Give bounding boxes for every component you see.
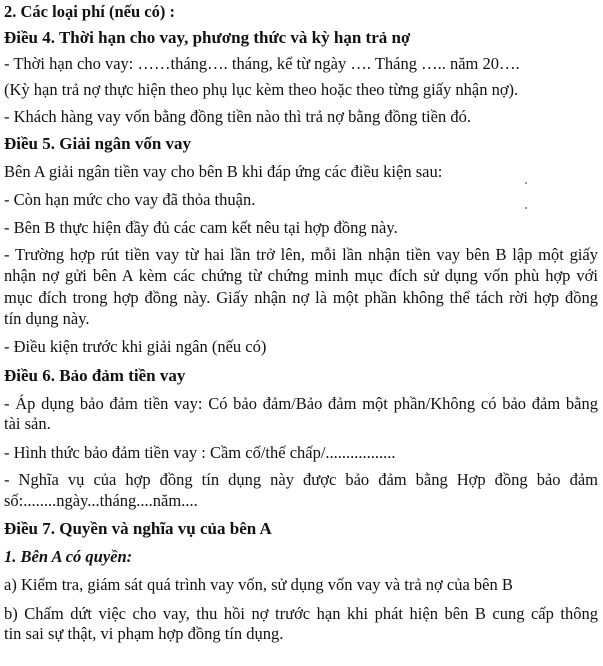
condition-2: - Bên B thực hiện đầy đủ các cam kết nêu tại hợp đồng này.	[4, 218, 398, 237]
article-5-title: Điều 5. Giải ngân vốn vay	[4, 134, 192, 153]
scan-speck	[525, 182, 527, 184]
right-b-line: b) Chấm dứt việc cho vay, thu hồi nợ trước hạn khi phát hiện bên B cung cấp thông	[4, 604, 598, 623]
security-form-line: - Hình thức bảo đảm tiền vay : Cầm cố/thế chấp/.................	[4, 443, 396, 462]
loan-term-line: - Thời hạn cho vay: ……tháng…. tháng, kể từ ngày …. Tháng ….. năm 20….	[4, 54, 520, 73]
security-apply-line: - Áp dụng bảo đảm tiền vay: Có bảo đảm/Bảo đảm một phần/Không có bảo đảm bằng	[4, 394, 598, 413]
fees-heading: 2. Các loại phí (nếu có) :	[4, 2, 175, 21]
condition-3-line: tín dụng này.	[4, 309, 90, 328]
repayment-schedule-line: (Kỳ hạn trả nợ thực hiện theo phụ lục kèm theo hoặc theo từng giấy nhận nợ).	[4, 80, 519, 99]
party-a-rights-heading: 1. Bên A có quyền:	[4, 547, 133, 566]
article-7-title: Điều 7. Quyền và nghĩa vụ của bên A	[4, 519, 272, 538]
security-obligation-line: số:........ngày...tháng....năm....	[4, 491, 198, 510]
condition-3-line: - Trường hợp rút tiền vay từ hai lần trở lên, mỗi lần nhận tiền vay bên B lập một giấy	[4, 245, 598, 264]
article-4-title: Điều 4. Thời hạn cho vay, phương thức và kỳ hạn trả nợ	[4, 28, 411, 47]
article-6-title: Điều 6. Bảo đảm tiền vay	[4, 366, 186, 385]
condition-3-line: mục đích trong hợp đồng này. Giấy nhận nợ là một phần không thể tách rời hợp đồng	[4, 288, 598, 307]
right-a: a) Kiểm tra, giám sát quá trình vay vốn, sử dụng vốn vay và trả nợ của bên B	[4, 575, 513, 594]
right-b-line: tin sai sự thật, vi phạm hợp đồng tín dụng.	[4, 624, 284, 643]
condition-4: - Điều kiện trước khi giải ngân (nếu có)	[4, 337, 267, 356]
currency-line: - Khách hàng vay vốn bằng đồng tiền nào thì trả nợ bằng đồng tiền đó.	[4, 107, 471, 126]
disbursement-intro: Bên A giải ngân tiền vay cho bên B khi đáp ứng các điều kiện sau:	[4, 162, 443, 181]
condition-1: - Còn hạn mức cho vay đã thỏa thuận.	[4, 190, 256, 209]
security-apply-line: tài sản.	[4, 414, 51, 433]
condition-3-line: nhận nợ gửi bên A kèm các chứng từ chứng minh mục đích sử dụng vốn phù hợp với	[4, 266, 598, 285]
security-obligation-line: - Nghĩa vụ của hợp đồng tín dụng này được bảo đảm bằng Hợp đồng bảo đảm	[4, 470, 598, 489]
scan-speck	[525, 207, 527, 209]
